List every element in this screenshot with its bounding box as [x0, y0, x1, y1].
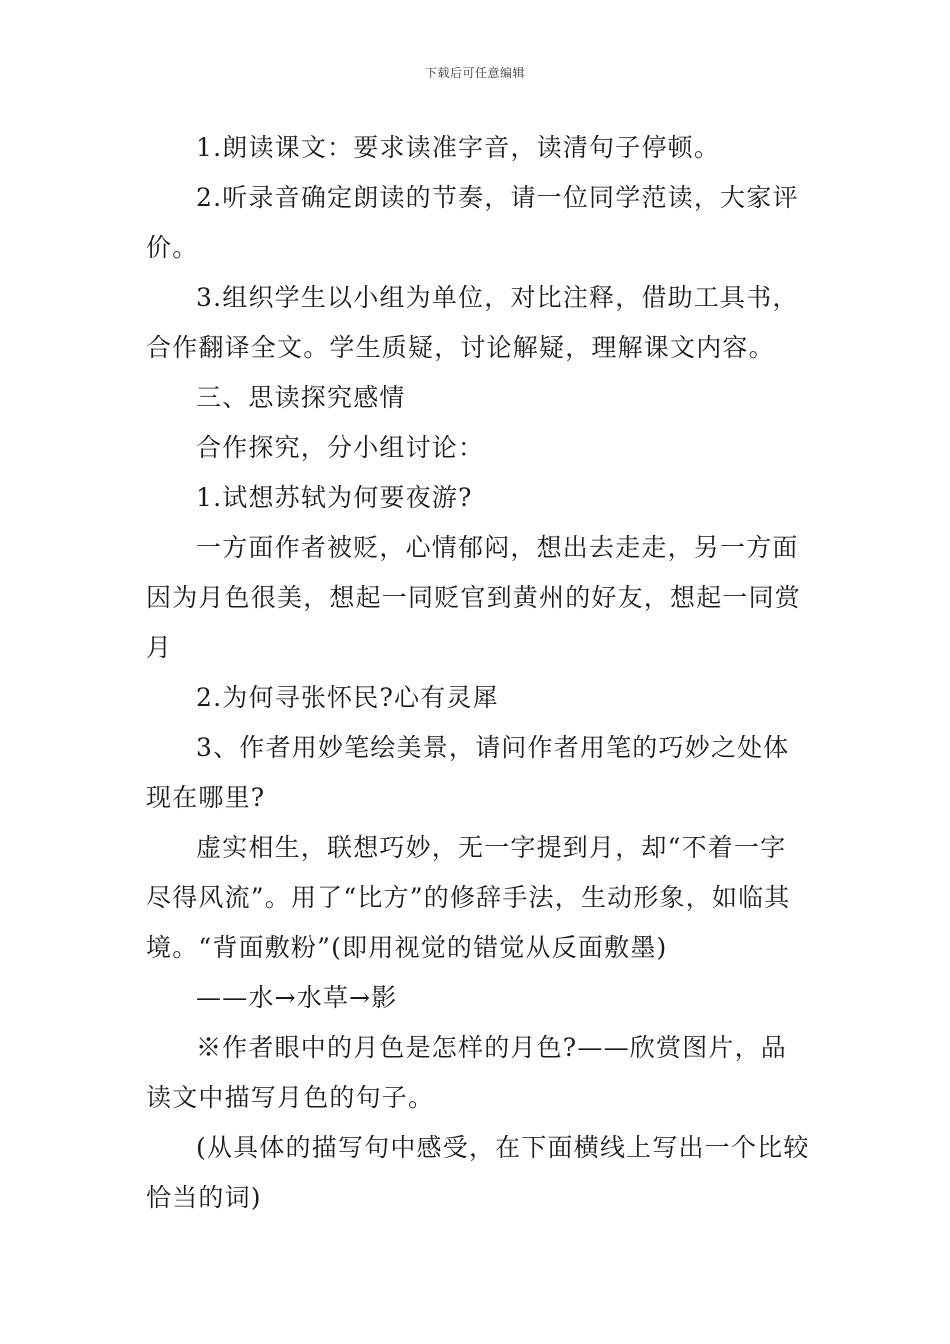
answer-night-tour: 一方面作者被贬，心情郁闷，想出去走走，另一方面因为月色很美，想起一同贬官到黄州的好友，想起一同赏月	[146, 533, 802, 662]
paragraph-reading-aloud: 1.朗读课文：要求读准字音，读清句子停顿。	[196, 133, 721, 162]
paragraph-group-discussion: 合作探究，分小组讨论：	[196, 433, 485, 462]
page-header: 下载后可任意编辑	[424, 66, 525, 80]
imagery-sequence: ——水→水草→影	[196, 983, 398, 1012]
question-zhang-huaimin: 2.为何寻张怀民?心有灵犀	[196, 683, 499, 712]
paragraph-group-translation: 3.组织学生以小组为单位，对比注释，借助工具书，合作翻译全文。学生质疑，讨论解疑，理解课文内容。	[146, 283, 799, 362]
question-moonlight: ※作者眼中的月色是怎样的月色?——欣赏图片，品读文中描写月色的句子。	[146, 1033, 788, 1112]
question-writing-technique: 3、作者用妙笔绘美景，请问作者用笔的巧妙之处体现在哪里?	[146, 733, 790, 812]
section-heading-explore-feelings: 三、思读探究感情	[196, 383, 406, 412]
instruction-fill-word: (从具体的描写句中感受，在下面横线上写出一个比较恰当的词)	[146, 1133, 810, 1212]
document-body	[146, 123, 810, 1223]
paragraph-listen-recording: 2.听录音确定朗读的节奏，请一位同学范读，大家评价。	[146, 183, 799, 262]
question-night-tour: 1.试想苏轼为何要夜游?	[196, 483, 473, 512]
answer-writing-technique: 虚实相生，联想巧妙，无一字提到月，却“不着一字尽得风流”。用了“比方”的修辞手法，生动形象，如临其境。“背面敷粉”(即用视觉的错觉从反面敷墨)	[146, 833, 791, 962]
